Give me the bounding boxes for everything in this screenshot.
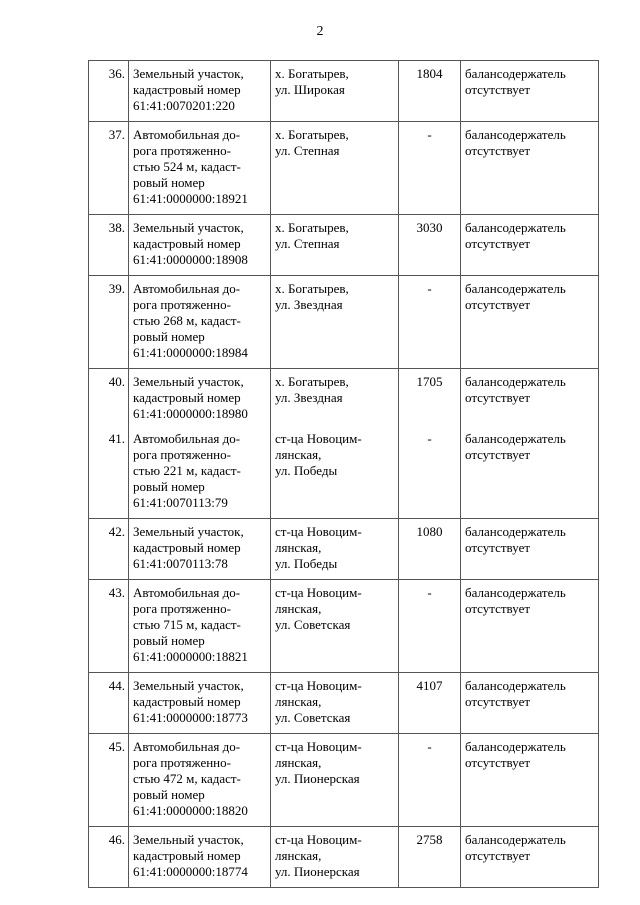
balance-holder [461, 61, 599, 122]
object-description-line: рога протяженно- [133, 601, 231, 616]
object-description-line: кадастровый номер [133, 540, 241, 555]
table-row [89, 422, 599, 519]
balance-holder-line: балансодержатель [465, 678, 566, 693]
object-description-line: Автомобильная до- [133, 739, 241, 754]
balance-holder-line: отсутствует [465, 694, 531, 709]
property-registry-table [88, 60, 599, 888]
object-area: 1080 [399, 519, 461, 580]
object-description-line: Автомобильная до- [133, 127, 241, 142]
object-area: 2758 [399, 827, 461, 888]
row-number: 38. [89, 215, 129, 276]
object-area: - [399, 422, 461, 519]
object-address-line: ст-ца Новоцим- [275, 585, 362, 600]
table-row [89, 734, 599, 827]
balance-holder-line: балансодержатель [465, 739, 566, 754]
balance-holder [461, 122, 599, 215]
object-address [271, 422, 399, 519]
object-address-line: ул. Победы [275, 463, 338, 478]
object-description-line: стью 715 м, кадаст- [133, 617, 241, 632]
object-description [129, 422, 271, 519]
object-description-line: Автомобильная до- [133, 585, 241, 600]
object-address-line: ул. Советская [275, 617, 351, 632]
table-row [89, 827, 599, 888]
object-address-line: ул. Советская [275, 710, 351, 725]
object-description-line: рога протяженно- [133, 297, 231, 312]
balance-holder-line: балансодержатель [465, 431, 566, 446]
object-address-line: х. Богатырев, [275, 374, 349, 389]
object-description-line: кадастровый номер [133, 694, 241, 709]
object-address-line: лянская, [275, 540, 322, 555]
balance-holder-line: балансодержатель [465, 281, 566, 296]
object-address-line: ул. Пионерская [275, 864, 360, 879]
object-description-line: кадастровый номер [133, 848, 241, 863]
object-description-line: рога протяженно- [133, 447, 231, 462]
row-number: 43. [89, 580, 129, 673]
object-description-line: Земельный участок, [133, 220, 244, 235]
object-address [271, 276, 399, 369]
object-address-line: ст-ца Новоцим- [275, 678, 362, 693]
object-description [129, 519, 271, 580]
balance-holder [461, 276, 599, 369]
balance-holder-line: отсутствует [465, 82, 531, 97]
object-area: 4107 [399, 673, 461, 734]
object-description-line: 61:41:0000000:18774 [133, 864, 248, 879]
object-description-line: стью 221 м, кадаст- [133, 463, 241, 478]
object-description [129, 734, 271, 827]
balance-holder [461, 734, 599, 827]
row-number: 36. [89, 61, 129, 122]
object-description-line: рога протяженно- [133, 755, 231, 770]
table-row [89, 580, 599, 673]
object-address [271, 734, 399, 827]
balance-holder [461, 422, 599, 519]
object-area: - [399, 276, 461, 369]
object-address [271, 827, 399, 888]
object-description-line: ровый номер [133, 175, 205, 190]
object-description [129, 673, 271, 734]
balance-holder-line: отсутствует [465, 447, 531, 462]
object-description [129, 369, 271, 423]
object-address [271, 580, 399, 673]
object-description-line: 61:41:0000000:18984 [133, 345, 248, 360]
object-description-line: 61:41:0070113:79 [133, 495, 228, 510]
table-row [89, 61, 599, 122]
row-number: 42. [89, 519, 129, 580]
object-area: 3030 [399, 215, 461, 276]
row-number: 41. [89, 422, 129, 519]
object-address-line: ул. Широкая [275, 82, 345, 97]
object-address-line: ул. Пионерская [275, 771, 360, 786]
object-description-line: ровый номер [133, 633, 205, 648]
balance-holder-line: балансодержатель [465, 220, 566, 235]
balance-holder [461, 519, 599, 580]
balance-holder-line: отсутствует [465, 755, 531, 770]
object-address-line: лянская, [275, 755, 322, 770]
object-description [129, 827, 271, 888]
object-address [271, 61, 399, 122]
object-description-line: стью 268 м, кадаст- [133, 313, 241, 328]
object-address [271, 673, 399, 734]
object-description-line: 61:41:0070113:78 [133, 556, 228, 571]
balance-holder-line: отсутствует [465, 540, 531, 555]
object-address-line: ул. Степная [275, 236, 340, 251]
row-number: 45. [89, 734, 129, 827]
object-area: 1804 [399, 61, 461, 122]
registry-table-body [89, 61, 599, 888]
object-area: - [399, 734, 461, 827]
balance-holder-line: балансодержатель [465, 66, 566, 81]
balance-holder-line: балансодержатель [465, 832, 566, 847]
object-description-line: кадастровый номер [133, 236, 241, 251]
object-address [271, 369, 399, 423]
object-address-line: ул. Звездная [275, 390, 343, 405]
balance-holder [461, 673, 599, 734]
object-description-line: 61:41:0070201:220 [133, 98, 235, 113]
balance-holder-line: отсутствует [465, 297, 531, 312]
object-description [129, 122, 271, 215]
balance-holder-line: балансодержатель [465, 127, 566, 142]
object-area: 1705 [399, 369, 461, 423]
object-description-line: Автомобильная до- [133, 281, 241, 296]
object-address-line: ул. Звездная [275, 297, 343, 312]
object-address-line: лянская, [275, 447, 322, 462]
object-description-line: 61:41:0000000:18821 [133, 649, 248, 664]
object-description-line: 61:41:0000000:18908 [133, 252, 248, 267]
row-number: 40. [89, 369, 129, 423]
object-address-line: ул. Победы [275, 556, 338, 571]
table-row [89, 276, 599, 369]
object-address-line: ст-ца Новоцим- [275, 431, 362, 446]
object-description-line: Земельный участок, [133, 66, 244, 81]
balance-holder [461, 369, 599, 423]
object-description-line: Земельный участок, [133, 832, 244, 847]
object-address-line: ул. Степная [275, 143, 340, 158]
table-row [89, 519, 599, 580]
balance-holder-line: балансодержатель [465, 585, 566, 600]
table-row [89, 122, 599, 215]
object-address-line: лянская, [275, 601, 322, 616]
row-number: 37. [89, 122, 129, 215]
object-address [271, 122, 399, 215]
balance-holder-line: отсутствует [465, 601, 531, 616]
page-number: 2 [316, 24, 324, 39]
object-description-line: кадастровый номер [133, 390, 241, 405]
object-address [271, 519, 399, 580]
object-address-line: ст-ца Новоцим- [275, 832, 362, 847]
object-address-line: х. Богатырев, [275, 127, 349, 142]
balance-holder-line: балансодержатель [465, 524, 566, 539]
object-description-line: 61:41:0000000:18773 [133, 710, 248, 725]
object-description-line: стью 472 м, кадаст- [133, 771, 241, 786]
table-row [89, 369, 599, 423]
object-area: - [399, 580, 461, 673]
object-description-line: Земельный участок, [133, 374, 244, 389]
object-description [129, 61, 271, 122]
object-description-line: Земельный участок, [133, 524, 244, 539]
object-description-line: ровый номер [133, 479, 205, 494]
object-description [129, 215, 271, 276]
object-description-line: ровый номер [133, 787, 205, 802]
balance-holder [461, 827, 599, 888]
object-description [129, 580, 271, 673]
object-area: - [399, 122, 461, 215]
row-number: 44. [89, 673, 129, 734]
balance-holder [461, 215, 599, 276]
table-row [89, 673, 599, 734]
balance-holder-line: отсутствует [465, 390, 531, 405]
object-description-line: ровый номер [133, 329, 205, 344]
object-description-line: кадастровый номер [133, 82, 241, 97]
object-description-line: 61:41:0000000:18980 [133, 406, 248, 421]
object-description-line: 61:41:0000000:18820 [133, 803, 248, 818]
object-description-line: Земельный участок, [133, 678, 244, 693]
balance-holder-line: отсутствует [465, 848, 531, 863]
balance-holder-line: отсутствует [465, 236, 531, 251]
object-address [271, 215, 399, 276]
object-description-line: рога протяженно- [133, 143, 231, 158]
object-description-line: 61:41:0000000:18921 [133, 191, 248, 206]
object-address-line: лянская, [275, 694, 322, 709]
object-description-line: Автомобильная до- [133, 431, 241, 446]
object-address-line: ст-ца Новоцим- [275, 524, 362, 539]
object-description-line: стью 524 м, кадаст- [133, 159, 241, 174]
balance-holder-line: балансодержатель [465, 374, 566, 389]
table-row [89, 215, 599, 276]
object-address-line: х. Богатырев, [275, 66, 349, 81]
balance-holder [461, 580, 599, 673]
row-number: 39. [89, 276, 129, 369]
object-address-line: х. Богатырев, [275, 281, 349, 296]
balance-holder-line: отсутствует [465, 143, 531, 158]
object-address-line: лянская, [275, 848, 322, 863]
object-description [129, 276, 271, 369]
row-number: 46. [89, 827, 129, 888]
object-address-line: х. Богатырев, [275, 220, 349, 235]
object-address-line: ст-ца Новоцим- [275, 739, 362, 754]
